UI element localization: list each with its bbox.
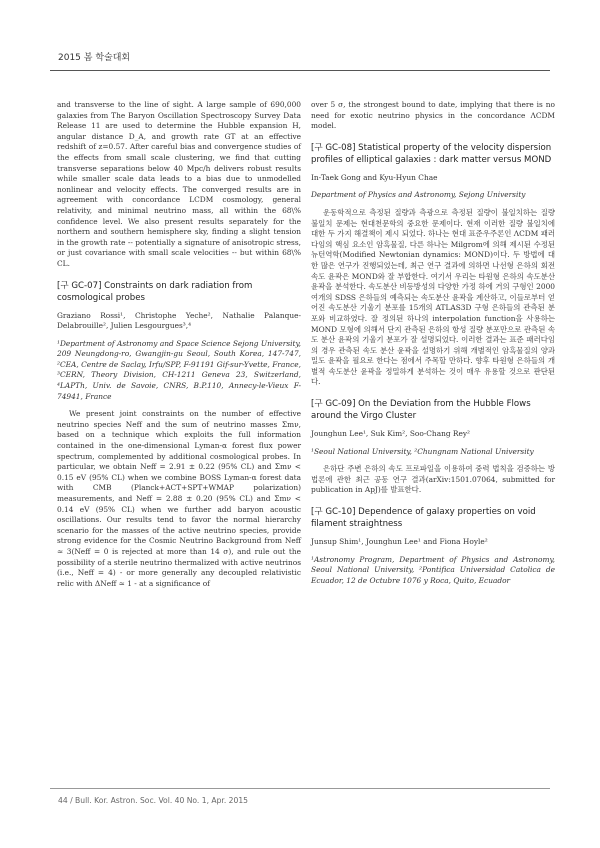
gc07-affiliations: ¹Department of Astronomy and Space Science Sejong University, 209 Neungdong-ro, Gwangjin-gu Seoul, South Korea, 147-747, ²CEA, Centre de Saclay, Irfu/SPP, F-91191 Gif-sur-Yvette, France, ³CERN, Theory Division, CH-1211 Geneva 23, Switzerland, ⁴LAPTh, Univ. de Savoie, CNRS, B.P.110, Annecy-le-Vieux F-74941, France [57,338,301,401]
continued-abstract: and transverse to the line of sight. A large sample of 690,000 galaxies from The Baryon Oscillation Spectroscopy Survey Data Release 11 are used to determine the Hubble expansion H, angular distance D_A, and growth rate GT at an effective redshift of z=0.57. After careful bias and convergence studies of the effects from small scale clustering, we find that cutting transverse separations below 40 Mpc/h delivers robust results while smaller scale data leads to a bias due to unmodelled nonlinear and velocity effects. The converged results are in agreement with concordance LCDM cosmology, general relativity, and minimal neutrino mass, all within the 68\% confidence level. We also present results separately for the northern and southern hemisphere sky, finding a slight tension in the growth rate -- potentially a signature of anisotropic stress, or just covariance with small scale velocities -- but within 68\% CL. [57,100,301,268]
footer-rule [50,788,550,789]
gc08-title: [구 GC-08] Statistical property of the velocity dispersion profiles of elliptical galaxies : dark matter versus MOND [311,142,552,165]
gc08-abstract: 운동학적으로 측정된 질량과 측광으로 측정된 질량이 불일치하는 질량 불일치 문제는 현대천문학의 중요한 문제이다. 현재 이러한 질량 불일치에 대한 두 가지 해결책이 제시 되었다. 하나는 현대 표준우주론인 ΛCDM 패러다임의 핵심 요소인 암흑물질, 다른 하나는 Milgrom에 의해 제시된 수정된 뉴턴역학(Modified Newtonian dynamics: MOND)이다. 두 방법에 대한 많은 연구가 진행되었는데, 최근 연구 결과에 의하면 나선형 은하의 회전속도 윤곽은 MOND와 잘 부합한다. 여기서 우리는 타원형 은하의 속도분산 윤곽을 분석한다. 속도분산 비등방성의 다양한 가정 하에 거의 구형인 2000여개의 SDSS 은하들의 예측되는 속도분산 윤곽을 계산하고, 이들로부터 얻어진 속도분산 기울기 분포를 15개의 ATLAS3D 구형 은하들의 관측된 분포와 비교하였다. 잘 정의된 하나의 interpolation function을 사용하는 MOND 모형에 의해서 단지 관측된 은하의 항성 질량 분포만으로 관측된 속도 분산 윤곽의 기울기 분포가 잘 설명되었다. 이러한 결과는 표준 패러다임의 경우 관측된 속도 분산 윤곽을 설명하기 위해 개별적인 암흑물질의 양과 밀도 윤곽을 필요로 한다는 점에서 주목할 만하다. 향후 타원형 은하들의 개별적 속도분산 윤곽을 정밀하게 분석하는 것이 매우 유용할 것으로 판단된다. [311,207,555,387]
gc08-affiliations: Department of Physics and Astronomy, Sejong University [311,190,526,200]
gc07-authors: Graziano Rossi¹, Christophe Yeche², Nathalie Palanque-Delabrouille², Julien Lesgourgues³,⁴ [57,310,301,331]
gc09-title: [구 GC-09] On the Deviation from the Hubble Flows around the Virgo Cluster [311,399,531,422]
gc09-abstract: 은하단 주변 은하의 속도 프로파일을 이용하여 중력 법칙을 검증하는 방법론에 관한 최근 공동 연구 결과(arXiv:1501.07064, submitted for publication in ApJ)를 발표한다. [311,464,555,495]
left-column [57,100,301,596]
header-rule [50,70,550,71]
page-footer: 44 / Bull. Kor. Astron. Soc. Vol. 40 No. 1, Apr. 2015 [58,796,248,805]
gc10-affiliations: ¹Astronomy Program, Department of Physics and Astronomy, Seoul National University, ²Pontifica Universidad Catolica de Ecuador, 12 de Octubre 1076 y Roca, Quito, Ecuador [311,554,555,585]
gc10-title: [구 GC-10] Dependence of galaxy properties on void filament straightness [311,507,536,530]
gc09-authors: Jounghun Lee¹, Suk Kim², Soo-Chang Rey² [311,429,471,439]
running-header: 2015 봄 학술대회 [58,53,131,63]
right-column [311,100,555,593]
gc09-affiliations: ¹Seoul National University, ²Chungnam National University [311,446,534,456]
gc10-authors: Junsup Shim¹, Jounghun Lee¹ and Fiona Hoyle² [311,537,488,547]
gc07-abstract: We present joint constraints on the number of effective neutrino species Neff and the sum of neutrino masses Σmν, based on a technique which exploits the full information contained in the one-dimensional Lyman-α forest flux power spectrum, complemented by additional cosmological probes. In particular, we obtain Neff = 2.91 ± 0.22 (95% CL) and Σmν < 0.15 eV (95% CL) when we combine BOSS Lyman-α forest data with CMB (Planck+ACT+SPT+WMAP polarization) measurements, and Neff = 2.88 ± 0.20 (95% CL) and Σmν < 0.14 eV (95% CL) when we further add baryon acoustic oscillations. Our results tend to favor the normal hierarchy scenario for the masses of the active neutrino species, provide strong evidence for the Cosmic Neutrino Background from Neff ≈ 3(Neff = 0 is rejected at more than 14 σ), and rule out the possibility of a sterile neutrino thermalized with active neutrinos (i.e., Neff = 4) - or more generally any decoupled relativistic relic with ΔNeff ≃ 1 - at a significance of [57,409,301,588]
continued-abstract-right: over 5 σ, the strongest bound to date, implying that there is no need for exotic neutrino physics in the concordance ΛCDM model. [311,100,555,131]
gc07-title: [구 GC-07] Constraints on dark radiation from cosmological probes [57,280,253,303]
gc08-authors: In-Taek Gong and Kyu-Hyun Chae [311,172,438,182]
